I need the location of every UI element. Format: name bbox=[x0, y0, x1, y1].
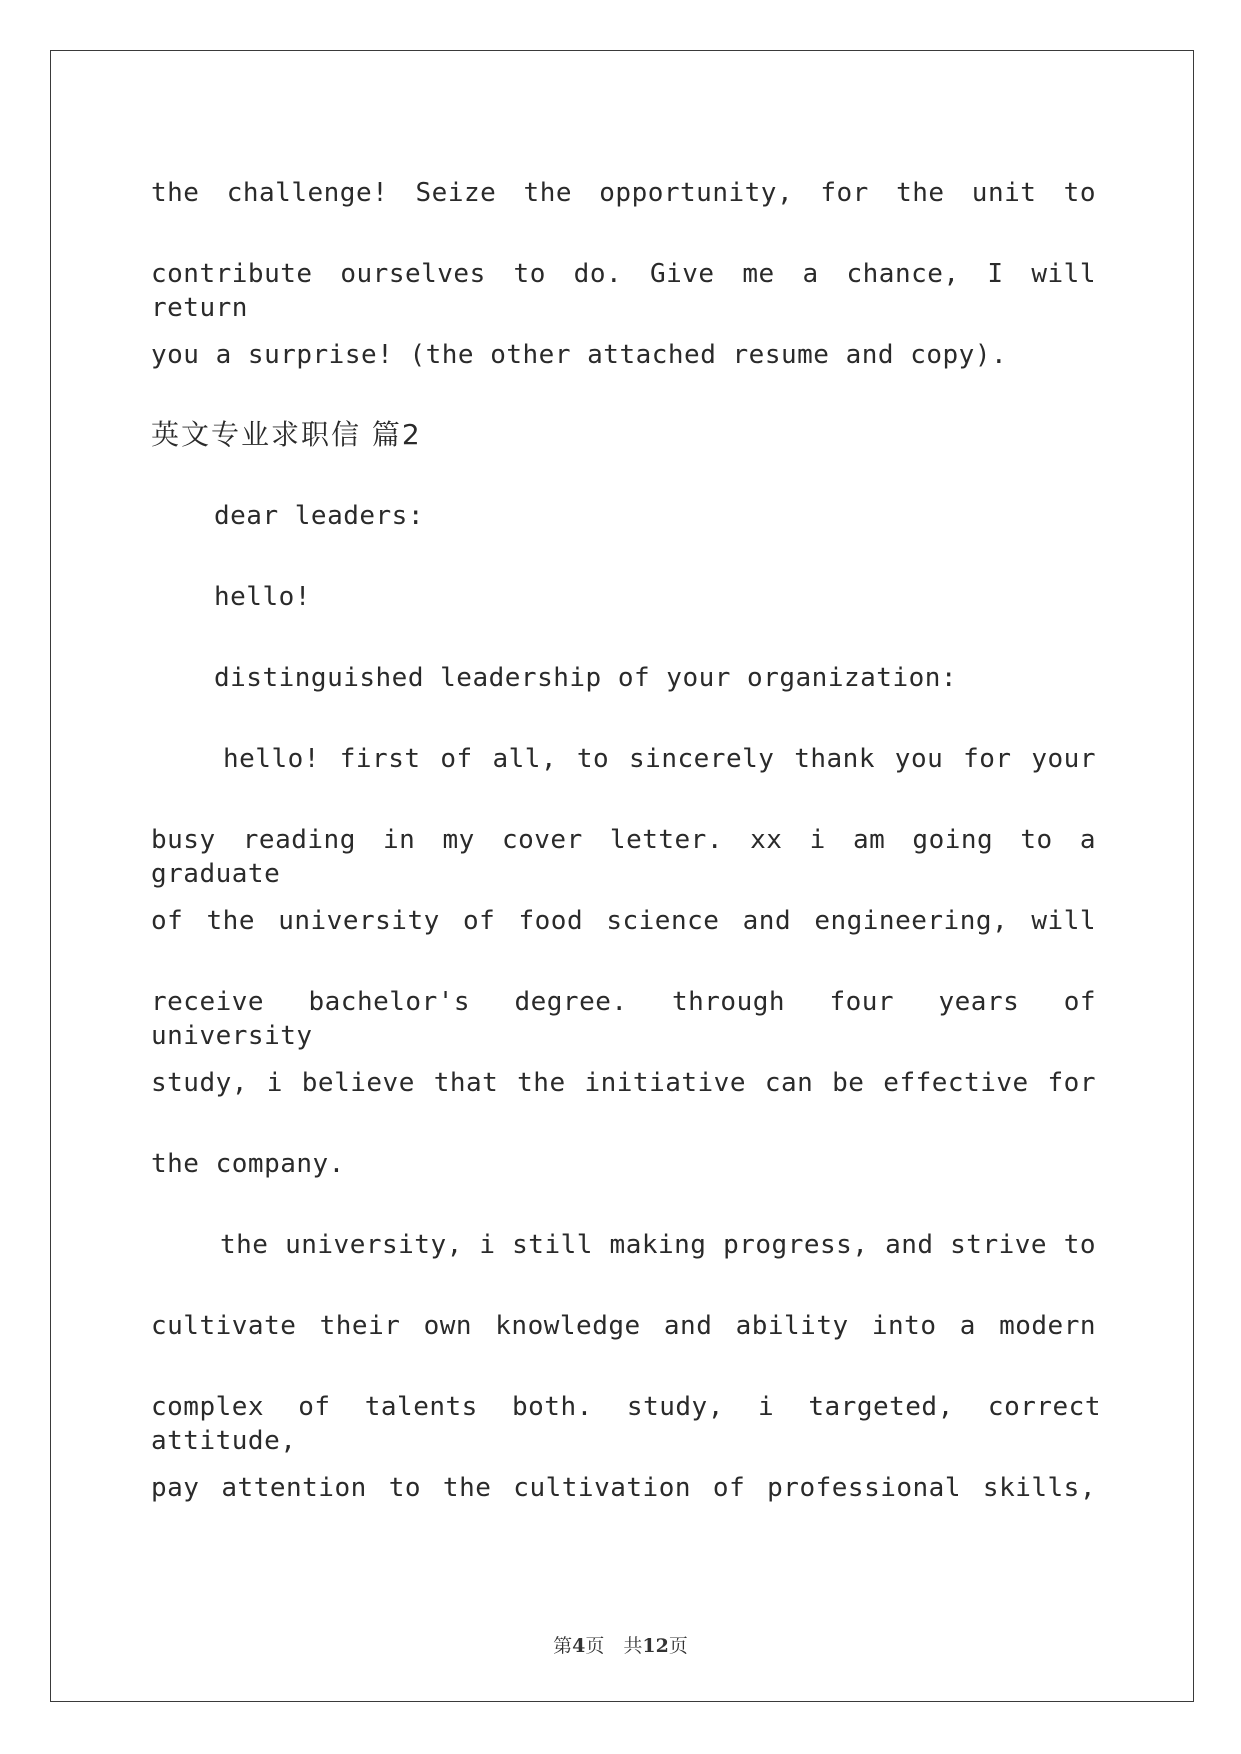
body-line: the challenge! Seize the opportunity, for the unit to bbox=[151, 178, 1096, 208]
footer-total-pages: 12 bbox=[642, 1635, 669, 1657]
body-line: pay attention to the cultivation of professional skills, bbox=[151, 1473, 1096, 1503]
footer-page-number: 4 bbox=[572, 1635, 586, 1657]
body-line: complex of talents both. study, i targeted, correct attitude, bbox=[151, 1392, 1101, 1456]
body-line: cultivate their own knowledge and ability into a modern bbox=[151, 1311, 1096, 1341]
body-line: contribute ourselves to do. Give me a chance, I will return bbox=[151, 259, 1096, 323]
body-line: busy reading in my cover letter. xx i am going to a graduate bbox=[151, 825, 1096, 889]
salutation: dear leaders: bbox=[214, 501, 424, 531]
body-line: receive bachelor's degree. through four years of university bbox=[151, 987, 1096, 1051]
body-line: study, i believe that the initiative can be effective for bbox=[151, 1068, 1096, 1098]
paragraph-first-line: the university, i still making progress, and strive to bbox=[220, 1230, 1096, 1260]
paragraph-first-line: hello! first of all, to sincerely thank you for your bbox=[223, 744, 1096, 774]
body-line: you a surprise! (the other attached resume and copy). bbox=[151, 340, 1008, 370]
footer-suffix: 页 bbox=[668, 1635, 688, 1657]
address-line: distinguished leadership of your organization: bbox=[214, 663, 958, 693]
page-footer bbox=[0, 1631, 1241, 1658]
body-line: the company. bbox=[151, 1149, 345, 1179]
footer-prefix: 第 bbox=[553, 1635, 573, 1657]
footer-mid: 页 共 bbox=[585, 1635, 643, 1657]
section-heading: 英文专业求职信 篇2 bbox=[151, 418, 422, 451]
body-line: of the university of food science and engineering, will bbox=[151, 906, 1096, 936]
greeting: hello! bbox=[214, 582, 311, 612]
